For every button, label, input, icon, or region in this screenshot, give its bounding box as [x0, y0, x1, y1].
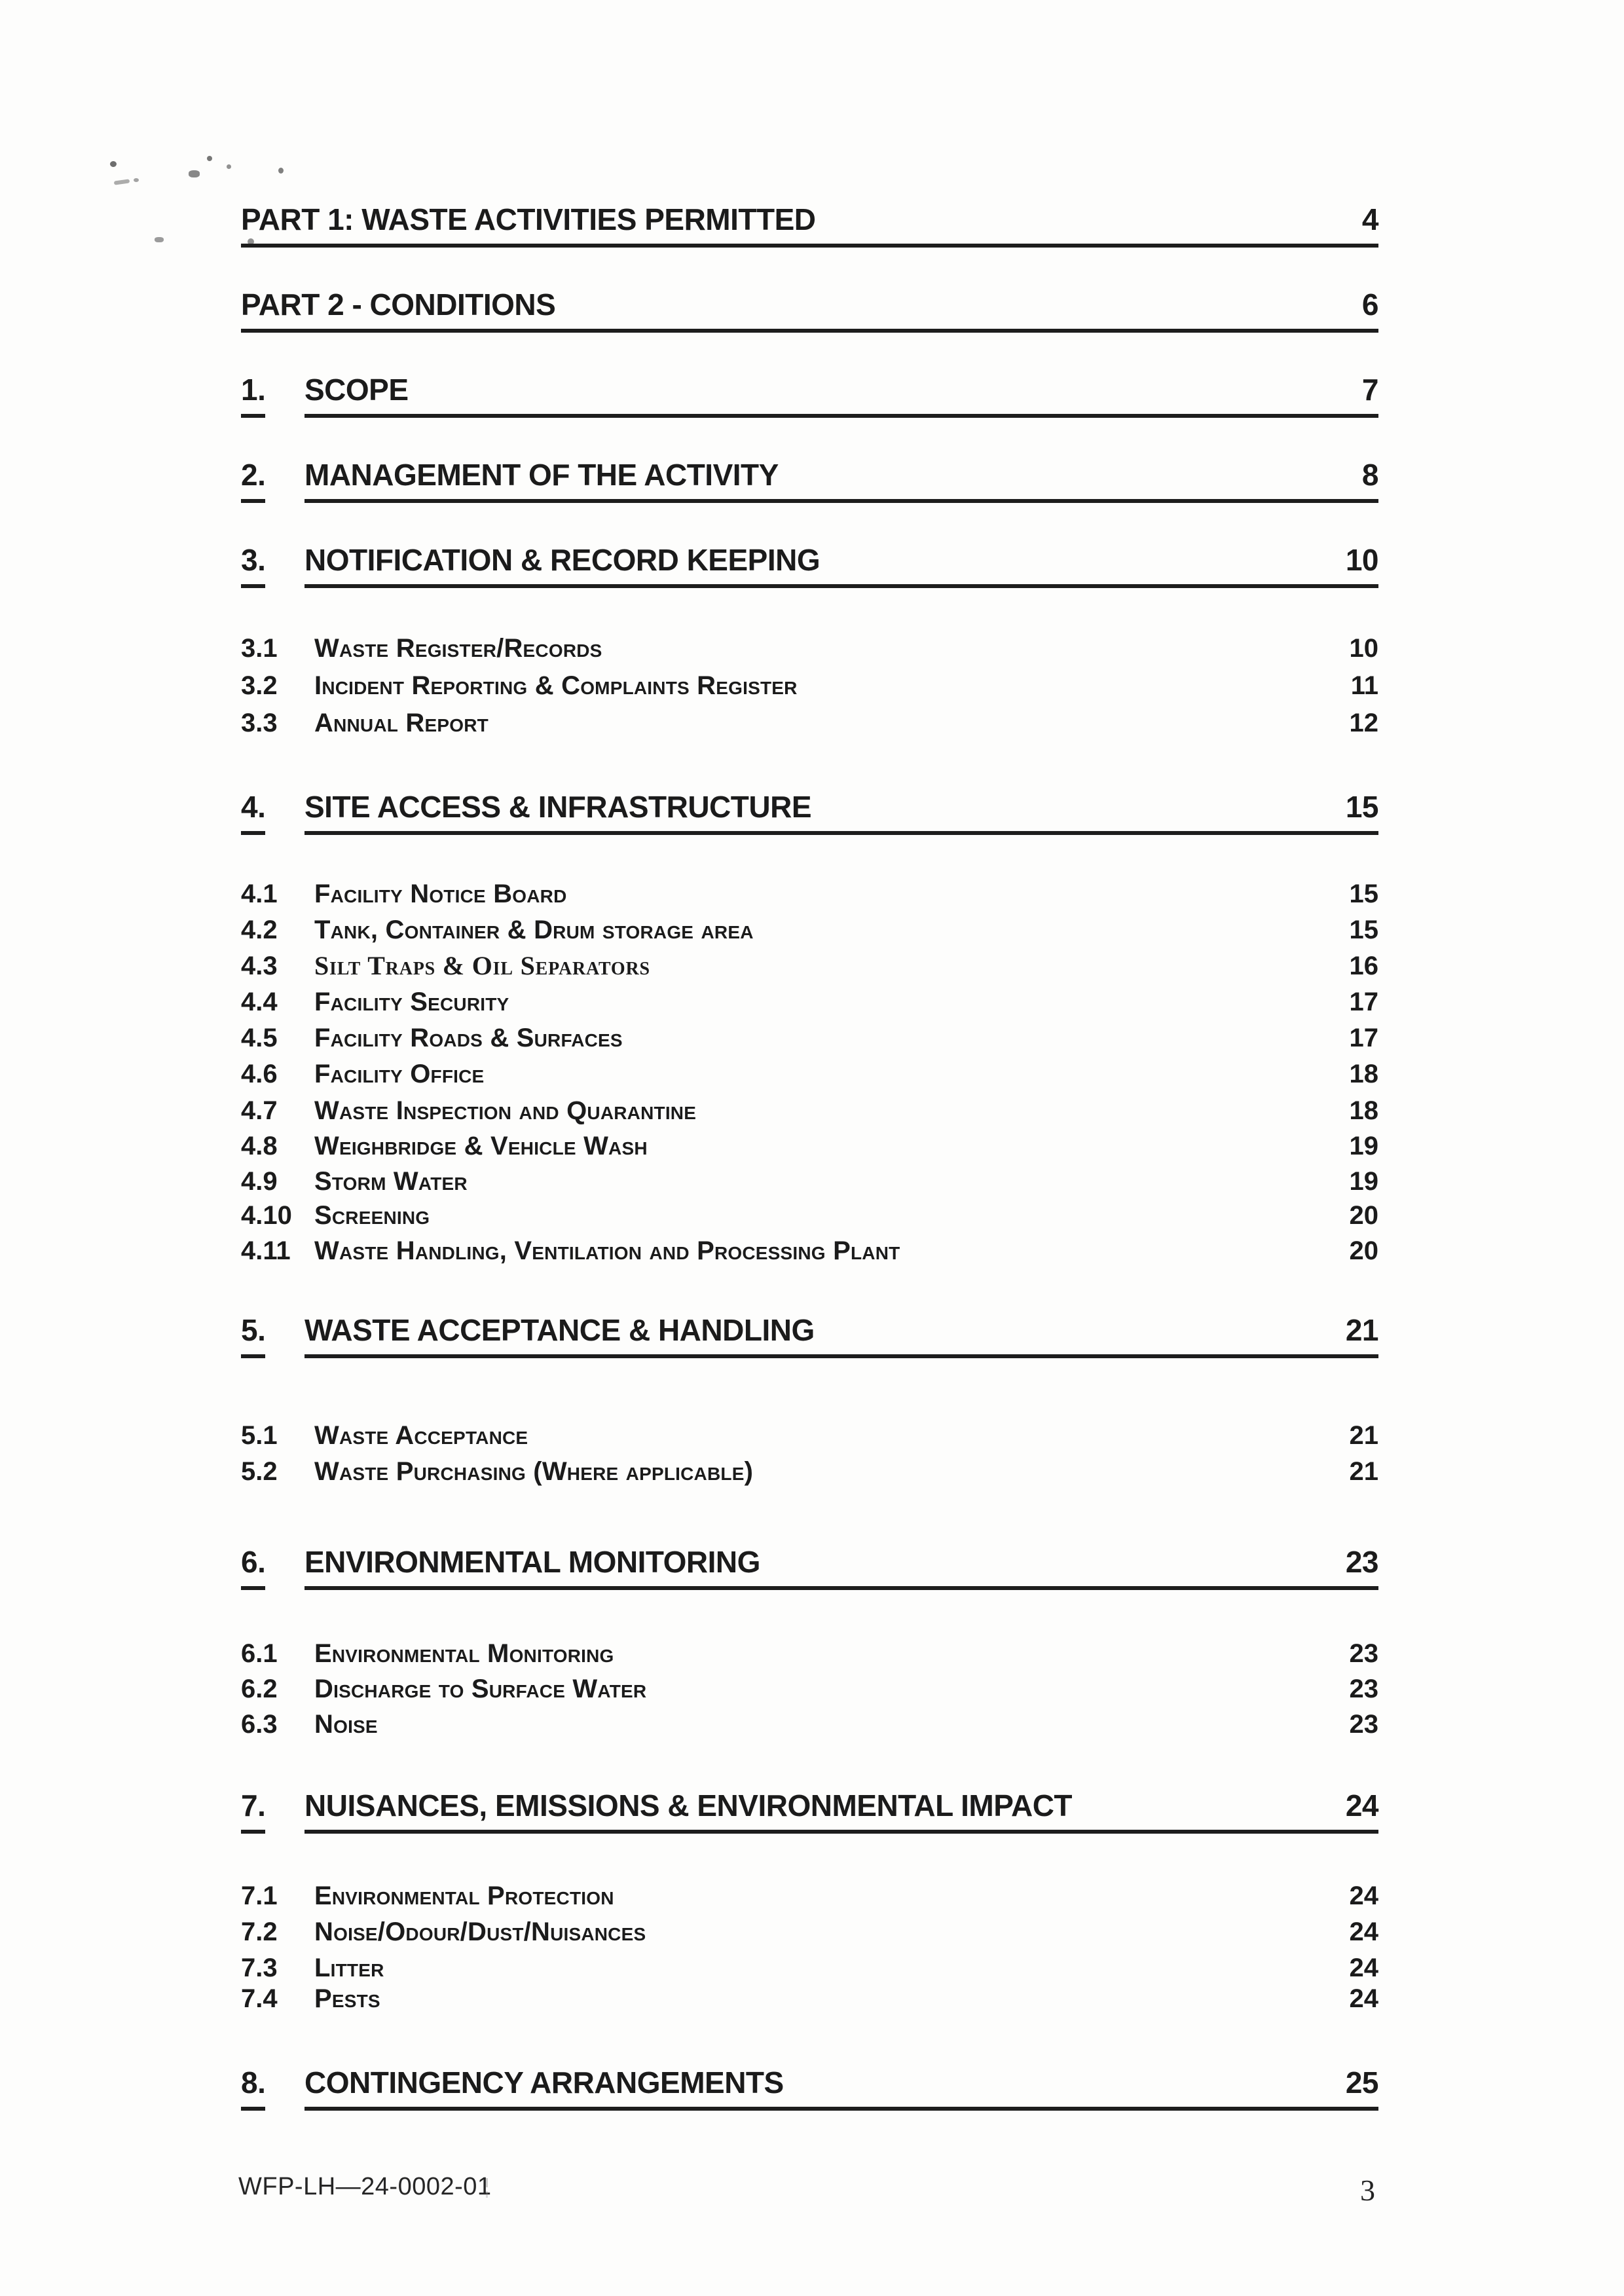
toc-entry-body: [304, 545, 1378, 588]
toc-entry-body: [314, 1236, 1378, 1266]
toc-entry-label: Silt Traps & Oil Separators: [314, 951, 650, 980]
toc-entry-number: 4.10: [241, 1201, 292, 1230]
toc-row-sub-7-2: [241, 1917, 1378, 1947]
toc-entry-page: 23: [1349, 1675, 1378, 1703]
toc-entry-label: Discharge to Surface Water: [314, 1675, 647, 1703]
toc-entry-label: Litter: [314, 1953, 384, 1982]
toc-row-sub-5-1: [241, 1420, 1378, 1451]
toc-entry-number: 6.1: [241, 1639, 278, 1668]
scan-speck: [227, 164, 231, 169]
toc-entry-page: 23: [1345, 1545, 1378, 1579]
toc-entry-page: 15: [1345, 790, 1378, 824]
toc-entry-label: Waste Inspection and Quarantine: [314, 1096, 697, 1125]
toc-row-sub-3-3: [241, 708, 1378, 738]
toc-row-sub-4-6: [241, 1059, 1378, 1089]
toc-entry-number-cell: [241, 1790, 304, 1834]
toc-entry-number: 6.: [241, 1547, 265, 1590]
toc-entry-body: [314, 879, 1378, 909]
toc-entry-number: 4.9: [241, 1167, 278, 1196]
toc-entry-body: [304, 2067, 1378, 2111]
toc-entry-body: [314, 1059, 1378, 1089]
toc-entry-number: 7.4: [241, 1984, 278, 2013]
toc-row-sub-4-10: [241, 1200, 1378, 1231]
toc-entry-number: 6.2: [241, 1675, 278, 1703]
toc-entry-number: 7.1: [241, 1881, 278, 1910]
toc-entry-body: [304, 375, 1378, 418]
toc-entry-label: CONTINGENCY ARRANGEMENTS: [304, 2065, 784, 2100]
toc-entry-page: 15: [1349, 880, 1378, 908]
toc-entry-page: 19: [1349, 1167, 1378, 1196]
toc-entry-number: 4.8: [241, 1132, 278, 1160]
toc-entry-label: PART 2 - CONDITIONS: [241, 287, 556, 322]
toc-entry-number-cell: [241, 792, 304, 835]
toc-entry-label: Facility Roads & Surfaces: [314, 1024, 623, 1052]
toc-row-sub-7-3: [241, 1953, 1378, 1983]
toc-entry-page: 6: [1361, 287, 1378, 322]
toc-entry-body: [304, 1315, 1378, 1358]
toc-entry-label: Facility Notice Board: [314, 880, 567, 908]
toc-row-sub-4-5: [241, 1023, 1378, 1053]
toc-entry-body: [314, 1639, 1378, 1669]
toc-entry-page: 10: [1349, 634, 1378, 663]
toc-entry-number: 7.3: [241, 1953, 278, 1982]
toc-entry-label: SITE ACCESS & INFRASTRUCTURE: [304, 790, 811, 824]
toc-entry-page: 19: [1349, 1132, 1378, 1160]
toc-entry-number: 3.3: [241, 709, 278, 737]
toc-entry-number: 1.: [241, 375, 265, 418]
toc-entry-body: [314, 1023, 1378, 1053]
toc-entry-number-cell: [241, 460, 304, 503]
toc-entry-label: Noise/Odour/Dust/Nuisances: [314, 1917, 646, 1946]
toc-row-sub-3-1: [241, 633, 1378, 663]
toc-entry-body: [314, 1881, 1378, 1911]
toc-entry-number: 4.: [241, 792, 265, 835]
toc-entry-page: 18: [1349, 1060, 1378, 1088]
toc-entry-page: 8: [1361, 458, 1378, 492]
toc-entry-page: 24: [1349, 1881, 1378, 1910]
toc-entry-number-cell: [241, 1547, 304, 1590]
toc-entry-label: Environmental Monitoring: [314, 1639, 614, 1668]
toc-entry-body: [314, 1953, 1378, 1983]
toc-entry-body: [304, 460, 1378, 503]
footer-page-number: 3: [1360, 2174, 1375, 2207]
toc-entry-label: Storm Water: [314, 1167, 468, 1196]
toc-entry-page: 21: [1345, 1313, 1378, 1347]
scan-speck: [114, 179, 130, 185]
scan-speck: [486, 2191, 488, 2198]
toc-row-section-6: [241, 1547, 1378, 1590]
toc-entry-number: 4.11: [241, 1236, 291, 1265]
toc-entry-page: 21: [1349, 1457, 1378, 1486]
toc-entry-body: [314, 987, 1378, 1017]
toc-entry-body: [314, 708, 1378, 738]
toc-row-section-7: [241, 1790, 1378, 1834]
toc-entry-number: 4.2: [241, 916, 278, 944]
toc-row-section-3: [241, 545, 1378, 588]
toc-entry-body: [304, 1790, 1378, 1834]
toc-entry-page: 23: [1349, 1639, 1378, 1668]
scan-speck: [207, 156, 212, 161]
toc-row-sub-4-9: [241, 1166, 1378, 1196]
footer-reference: WFP-LH—24-0002-01: [238, 2173, 492, 2200]
toc-entry-label: Screening: [314, 1201, 430, 1230]
toc-entry-number: 3.: [241, 545, 265, 588]
toc-entry-page: 24: [1349, 1917, 1378, 1946]
toc-entry-number: 5.2: [241, 1457, 278, 1486]
toc-entry-number: 3.1: [241, 634, 278, 663]
toc-entry-number-cell: [241, 375, 304, 418]
toc-row-sub-3-2: [241, 671, 1378, 701]
toc-entry-number: 4.4: [241, 988, 278, 1016]
page-footer: [238, 2173, 1375, 2208]
toc-entry-page: 20: [1349, 1201, 1378, 1230]
toc-entry-page: 16: [1349, 952, 1378, 980]
toc-entry-body: [314, 633, 1378, 663]
toc-entry-label: Tank, Container & Drum storage area: [314, 916, 754, 944]
toc-entry-page: 10: [1345, 543, 1378, 577]
toc-entry-label: Annual Report: [314, 709, 489, 737]
toc-entry-page: 24: [1349, 1984, 1378, 2013]
toc-entry-number: 3.2: [241, 671, 278, 700]
toc-entry-page: 23: [1349, 1710, 1378, 1739]
toc-row-section-4: [241, 792, 1378, 835]
toc-entry-number: 5.1: [241, 1421, 278, 1450]
toc-row-sub-6-1: [241, 1639, 1378, 1669]
toc-entry-body: [304, 1547, 1378, 1590]
toc-entry-label: Waste Register/Records: [314, 634, 602, 663]
toc-entry-body: [314, 915, 1378, 945]
scan-speck: [189, 170, 200, 177]
toc-row-section-2: [241, 460, 1378, 503]
toc-entry-page: 17: [1349, 988, 1378, 1016]
toc-entry-page: 7: [1361, 373, 1378, 407]
toc-entry-number: 2.: [241, 460, 265, 503]
toc-entry-label: Environmental Protection: [314, 1881, 614, 1910]
toc-entry-label: Facility Office: [314, 1060, 485, 1088]
toc-entry-label: Noise: [314, 1710, 378, 1739]
toc-row-sub-7-1: [241, 1881, 1378, 1911]
toc-entry-number-cell: [241, 2067, 304, 2111]
toc-row-sub-4-3: [241, 951, 1378, 981]
toc-entry-number: 5.: [241, 1315, 265, 1358]
toc-entry-page: 18: [1349, 1096, 1378, 1125]
toc-entry-body: [314, 1096, 1378, 1126]
toc-row-section-5: [241, 1315, 1378, 1358]
toc-row-sub-7-4: [241, 1984, 1378, 2014]
toc-entry-label: WASTE ACCEPTANCE & HANDLING: [304, 1313, 815, 1347]
toc-entry-label: SCOPE: [304, 373, 409, 407]
scan-speck: [134, 178, 139, 182]
toc-entry-label: Waste Purchasing (Where applicable): [314, 1457, 754, 1486]
toc-entry-number: 4.1: [241, 880, 278, 908]
toc-entry-page: 17: [1349, 1024, 1378, 1052]
toc-row-sub-4-2: [241, 915, 1378, 945]
toc-entry-number: 8.: [241, 2067, 265, 2111]
toc-entry-page: 11: [1350, 671, 1378, 700]
toc-entry-body: [314, 1709, 1378, 1739]
toc-entry-body: [314, 1456, 1378, 1487]
toc-entry-number: 4.6: [241, 1060, 278, 1088]
toc-entry-number: 4.5: [241, 1024, 278, 1052]
toc-entry-page: 21: [1349, 1421, 1378, 1450]
scan-speck: [110, 161, 117, 167]
scan-speck: [486, 2178, 488, 2187]
toc-entry-body: [314, 1166, 1378, 1196]
toc-entry-number: 7.2: [241, 1917, 278, 1946]
toc-row-sub-4-8: [241, 1131, 1378, 1161]
toc-row-sub-6-3: [241, 1709, 1378, 1739]
toc-entry-page: 4: [1361, 202, 1378, 236]
toc-entry-label: Waste Acceptance: [314, 1421, 528, 1450]
toc-entry-label: Incident Reporting & Complaints Register: [314, 671, 798, 700]
toc-entry-label: Weighbridge & Vehicle Wash: [314, 1132, 648, 1160]
toc-entry-number-cell: [241, 545, 304, 588]
toc-entry-body: [314, 1420, 1378, 1451]
toc-entry-page: 12: [1349, 709, 1378, 737]
toc-entry-number-cell: [241, 1315, 304, 1358]
toc-entry-label: Facility Security: [314, 988, 509, 1016]
toc-entry-label: Pests: [314, 1984, 380, 2013]
toc-row-sub-4-11: [241, 1236, 1378, 1266]
toc-entry-page: 24: [1345, 1788, 1378, 1823]
toc-entry-body: [314, 951, 1378, 981]
toc-entry-body: [314, 1674, 1378, 1704]
toc-entry-number: 7.: [241, 1790, 265, 1834]
toc-entry-label: PART 1: WASTE ACTIVITIES PERMITTED: [241, 202, 816, 236]
toc-row-sub-4-4: [241, 987, 1378, 1017]
toc-entry-label: Waste Handling, Ventilation and Processing Plant: [314, 1236, 900, 1265]
toc-entry-page: 20: [1349, 1236, 1378, 1265]
scan-speck: [155, 237, 164, 242]
toc-row-section-8: [241, 2067, 1378, 2111]
toc-row-part-1: [241, 204, 1378, 248]
toc-entry-body: [241, 289, 1378, 333]
toc-entry-label: MANAGEMENT OF THE ACTIVITY: [304, 458, 779, 492]
toc-row-sub-5-2: [241, 1456, 1378, 1487]
toc-row-sub-6-2: [241, 1674, 1378, 1704]
toc-entry-label: NOTIFICATION & RECORD KEEPING: [304, 543, 821, 577]
toc-entry-page: 24: [1349, 1953, 1378, 1982]
toc-entry-body: [314, 1984, 1378, 2014]
toc-entry-number: 4.7: [241, 1096, 278, 1125]
toc-entry-number: 4.3: [241, 952, 278, 980]
toc-row-part-2: [241, 289, 1378, 333]
toc-entry-body: [314, 1200, 1378, 1231]
toc-entry-body: [314, 1917, 1378, 1947]
toc-entry-label: NUISANCES, EMISSIONS & ENVIRONMENTAL IMPACT: [304, 1788, 1073, 1823]
toc-entry-page: 15: [1349, 916, 1378, 944]
toc-entry-body: [314, 1131, 1378, 1161]
scan-speck: [278, 168, 284, 174]
toc-entry-number: 6.3: [241, 1710, 278, 1739]
toc-entry-body: [241, 204, 1378, 248]
toc-row-section-1: [241, 375, 1378, 418]
toc-row-sub-4-1: [241, 879, 1378, 909]
toc-entry-page: 25: [1345, 2065, 1378, 2100]
toc-entry-body: [304, 792, 1378, 835]
toc-entry-body: [314, 671, 1378, 701]
toc-entry-label: ENVIRONMENTAL MONITORING: [304, 1545, 760, 1579]
toc-row-sub-4-7: [241, 1096, 1378, 1126]
